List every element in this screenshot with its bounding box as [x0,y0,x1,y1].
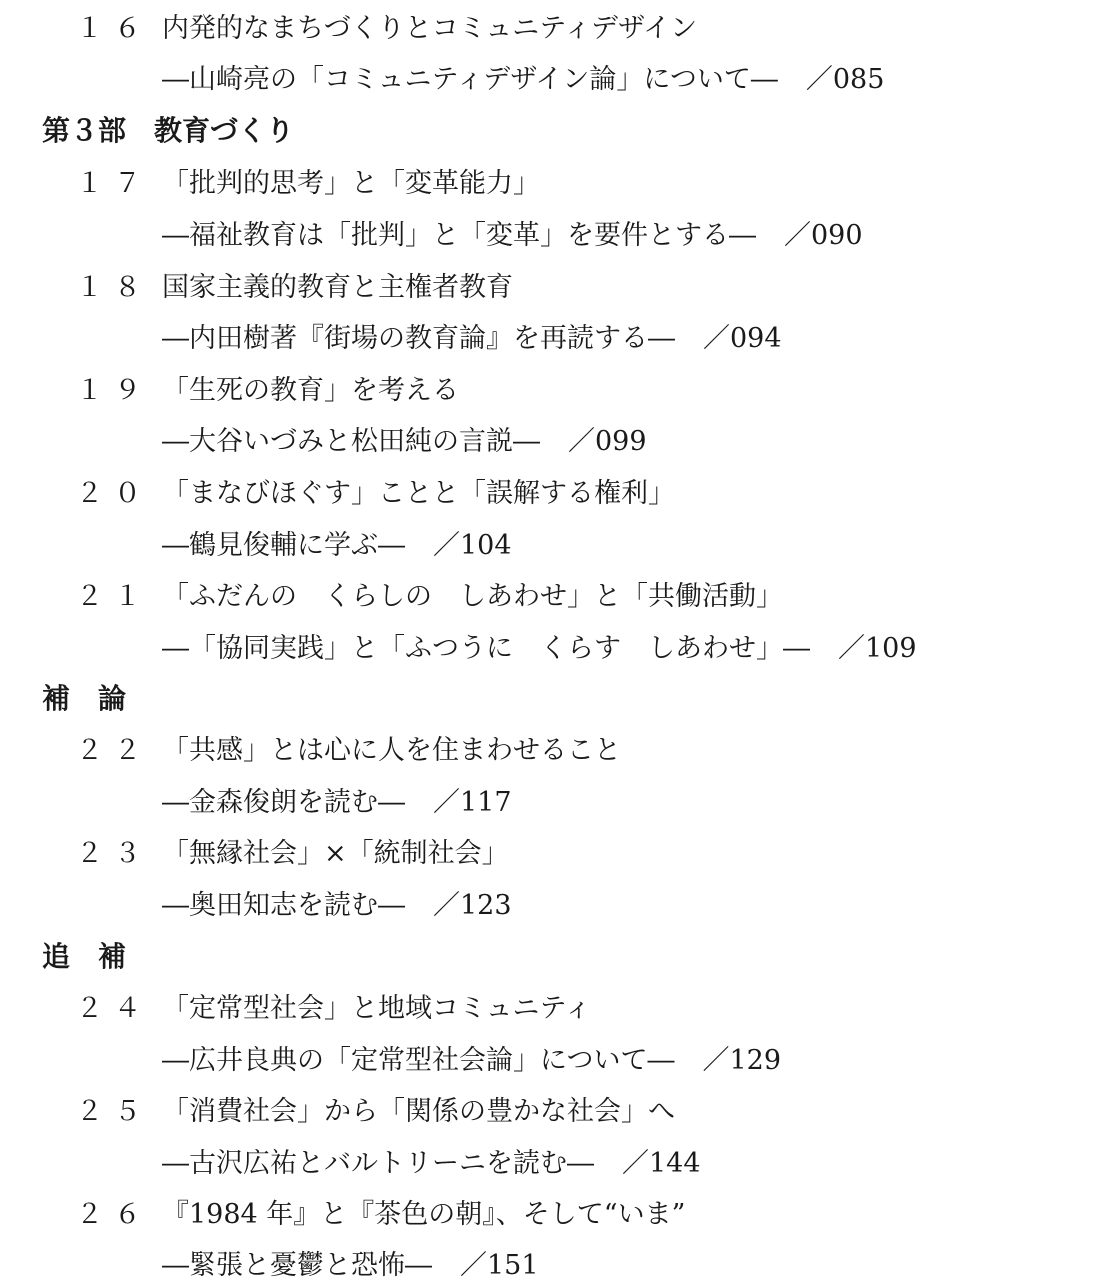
entry-subtitle-line [162,1047,781,1074]
entry-subtitle-line [162,1150,701,1177]
entry-page-number: ／099 [568,426,647,457]
entry-title: 内発的なまちづくりとコミュニティデザイン [162,13,698,44]
entry-subtitle-line [162,325,782,352]
entry-subtitle-line [162,222,863,249]
entry-page-number: ／109 [838,633,917,664]
entry-page-number: ／144 [622,1148,701,1179]
entry-number: ２３ [76,838,152,869]
entry-subtitle: ―金森俊朗を読む― [162,787,405,818]
entry-subtitle: ―古沢広祐とバルトリーニを読む― [162,1148,594,1179]
entry-subtitle-line [162,66,884,93]
entry-subtitle-line [162,789,512,816]
entry-page-number: ／123 [433,890,512,921]
entry-subtitle-line [162,1252,539,1279]
entry-number: １６ [76,13,152,44]
entry-subtitle: ―大谷いづみと松田純の言説― [162,426,540,457]
entry-number: ２１ [76,581,152,612]
entry-number: ２０ [76,478,152,509]
entry-number: ２５ [76,1096,152,1127]
entry-title: 『1984 年』と『茶色の朝』、そして“いま” [162,1199,686,1230]
entry-subtitle: ―緊張と憂鬱と恐怖― [162,1250,432,1281]
entry-subtitle: ―鶴見俊輔に学ぶ― [162,530,405,561]
entry-page-number: ／094 [703,323,782,354]
entry-subtitle: ―「協同実践」と「ふつうに くらす しあわせ」― [162,633,810,664]
entry-subtitle-line [162,892,512,919]
entry-page-number: ／117 [433,787,512,818]
entry-number: ２６ [76,1199,152,1230]
entry-title: 「共感」とは心に人を住まわせること [162,735,621,766]
entry-title: 「ふだんの くらしの しあわせ」と「共働活動」 [162,581,783,612]
entry-number: １８ [76,272,152,303]
entry-title: 国家主義的教育と主権者教育 [162,272,513,303]
entry-title: 「生死の教育」を考える [162,375,459,406]
entry-subtitle: ―奥田知志を読む― [162,890,405,921]
entry-number: ２２ [76,735,152,766]
entry-page-number: ／129 [702,1045,782,1076]
entry-subtitle-line [162,532,512,559]
entry-page-number: ／090 [784,220,863,251]
entry-page-number: ／151 [460,1250,539,1281]
entry-number: ２４ [76,993,152,1024]
entry-subtitle-line [162,428,647,455]
entry-page-number: ／085 [805,64,885,95]
entry-subtitle: ―山崎亮の「コミュニティデザイン論」について― [162,64,778,95]
entry-page-number: ／104 [433,530,512,561]
section-heading-supplement: 補 論 [42,682,127,715]
entry-subtitle: ―内田樹著『街場の教育論』を再読する― [162,323,675,354]
entry-title: 「まなびほぐす」ことと「誤解する権利」 [162,478,675,509]
entry-title: 「定常型社会」と地域コミュニティ [162,993,592,1024]
section-heading-addendum: 追 補 [42,940,127,973]
entry-number: １７ [76,168,152,199]
entry-number: １９ [76,375,152,406]
entry-title: 「批判的思考」と「変革能力」 [162,168,540,199]
entry-title: 「無縁社会」×「統制社会」 [162,838,509,869]
section-heading-part3: 第３部 教育づくり [42,114,295,147]
entry-subtitle: ―広井良典の「定常型社会論」について― [162,1045,675,1076]
entry-title: 「消費社会」から「関係の豊かな社会」へ [162,1096,675,1127]
entry-subtitle: ―福祉教育は「批判」と「変革」を要件とする― [162,220,756,251]
entry-subtitle-line [162,635,917,662]
